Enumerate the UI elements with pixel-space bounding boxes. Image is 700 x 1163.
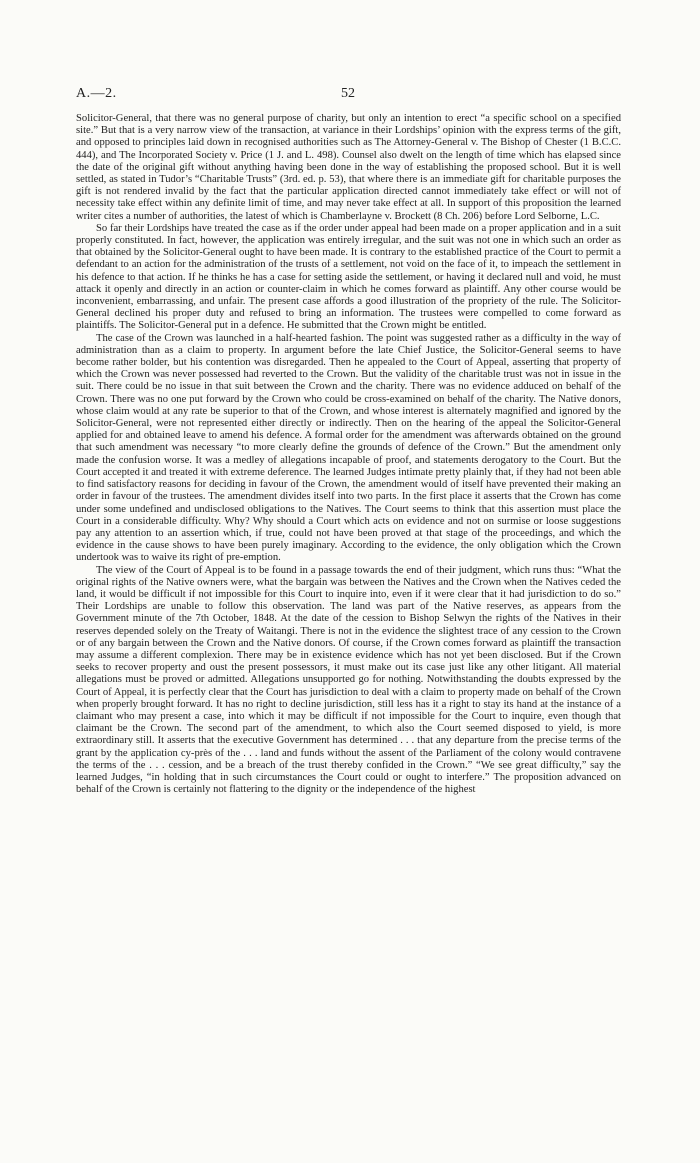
paragraph: The view of the Court of Appeal is to be found in a passage towards the end of their judgment, which runs thus: “What the original rights of the Native owners were, what the bargain was between the Natives and the Crown when the Natives ceded the land, it would be difficult if not impossible for this Court to inquire into, even if it were clear that it had jurisdiction to do so.” Their Lordships are unable to follow this observation. The land was part of the Native reserves, as appears from the Government minute of the 7th October, 1848. At the date of the cession to Bishop Selwyn the rights of the Natives in their reserves depended solely on the Treaty of Waitangi. There is not in the evidence the slightest trace of any cession to the Crown or of any bargain between the Crown and the Native donors. Of course, if the Crown comes forward as plaintiff the transaction may assume a different complexion. There may be in existence evidence which has not yet been disclosed. But if the Crown seeks to recover property and oust the present possessors, it must make out its case just like any other litigant. All material allegations must be proved or admitted. Allegations unsupported go for nothing. Notwithstanding the doubts expressed by the Court of Appeal, it is perfectly clear that the Court has jurisdiction to deal with a claim to property made on behalf of the Crown when properly brought forward. It has no right to decline jurisdiction, still less has it a right to stay its hand at the instance of a claimant who may present a case, into which it may be difficult if not impossible for the Court to inquire, even though that claimant be the Crown. The second part of the amendment, to which also the Court seemed disposed to yield, is more extraordinary still. It asserts that the executive Government has determined . . . that any departure from the precise terms of the grant by the application cy-près of the . . . land and funds without the assent of the Parliament of the colony would contravene the terms of the . . . cession, and be a breach of the trust thereby confided in the Crown.” “We see great difficulty,” say the learned Judges, “in holding that in such circumstances the Court could or ought to interfere.” The proposition advanced on behalf of the Crown is certainly not flattering to the dignity or the independence of the highest xyxy=(76,564,621,796)
body-text xyxy=(76,113,621,796)
page-number: 52 xyxy=(341,86,355,101)
paragraph: So far their Lordships have treated the case as if the order under appeal had been made on a proper application and in a suit properly constituted. In fact, however, the application was entirely irregular, and the suit was not one in which such an order as that obtained by the Solicitor-General ought to have been made. It is contrary to the established practice of the Court to permit a defendant to an action for the administration of the trusts of a settlement, not void on the face of it, to impeach the settlement in his defence to that action. If he thinks he has a case for setting aside the settlement, or having it declared null and void, he must attack it openly and directly in an action or counter-claim in which he comes forward as plaintiff. Any other course would be inconvenient, embarrassing, and unfair. The present case affords a good illustration of the propriety of the rule. The Solicitor-General declined his proper duty and refused to bring an information. The trustees were compelled to come forward as plaintiffs. The Solicitor-General put in a defence. He submitted that the Crown might be entitled. xyxy=(76,222,621,332)
paragraph: The case of the Crown was launched in a half-hearted fashion. The point was suggested rather as a difficulty in the way of administration than as a claim to property. In argument before the late Chief Justice, the Solicitor-General seems to have become rather bolder, but his contention was disregarded. Then he appealed to the Court of Appeal, asserting that property of which the Crown was never possessed had reverted to the Crown. But the validity of the charitable trust was not in issue in the suit. There could be no issue in that suit between the Crown and the charity. There was no evidence adduced on behalf of the Crown. There was no one put forward by the Crown who could be cross-examined on behalf of the charity. The Native donors, whose claim would at any rate be superior to that of the Crown, and whose interest is alternately magnified and ignored by the Solicitor-General, were not represented either directly or indirectly. Then on the hearing of the appeal the Solicitor-General applied for and obtained leave to amend his defence. A formal order for the amendment was afterwards obtained on the ground that such amendment was necessary “to more clearly define the grounds of defence of the Crown.” But the amendment only made the confusion worse. It was a medley of allegations incapable of proof, and statements derogatory to the Court. But the Court accepted it and treated it with extreme deference. The learned Judges intimate pretty plainly that, if they had not been able to find satisfactory reasons for deciding in favour of the Crown, the amendment would of itself have prevented their making an order in favour of the trustees. The amendment divides itself into two parts. In the first place it asserts that the Crown has come under some undefined and undisclosed obligations to the Natives. The Court seems to think that this assertion must place the Court in a considerable difficulty. Why? Why should a Court which acts on evidence and not on surmise or loose suggestions pay any attention to an assertion which, if true, could not have been proved at that stage of the proceedings, and which the evidence in the cause shows to have been purely imaginary. According to the evidence, the only obligation which the Crown undertook was to waive its right of pre-emption. xyxy=(76,332,621,564)
page-header xyxy=(76,86,620,108)
document-reference: A.—2. xyxy=(76,86,117,101)
paragraph: Solicitor-General, that there was no general purpose of charity, but only an intention to erect “a specific school on a specified site.” But that is a very narrow view of the transaction, at variance in their Lordships’ opinion with the express terms of the gift, and opposed to principles laid down in recognised authorities such as The Attorney-General v. The Bishop of Chester (1 B.C.C. 444), and The Incorporated Society v. Price (1 J. and L. 498). Counsel also dwelt on the length of time which has elapsed since the date of the original gift without anything having been done in the way of establishing the proposed school. But it is well settled, as stated in Tudor’s “Charitable Trusts” (3rd. ed. p. 53), that where there is an immediate gift for charitable purposes the gift is not rendered invalid by the fact that the particular application directed cannot immediately take effect or will not of necessity take effect within any definite limit of time, and may never take effect at all. In support of this proposition the learned writer cites a number of authorities, the latest of which is Chamberlayne v. Brockett (8 Ch. 206) before Lord Selborne, L.C. xyxy=(76,113,621,222)
